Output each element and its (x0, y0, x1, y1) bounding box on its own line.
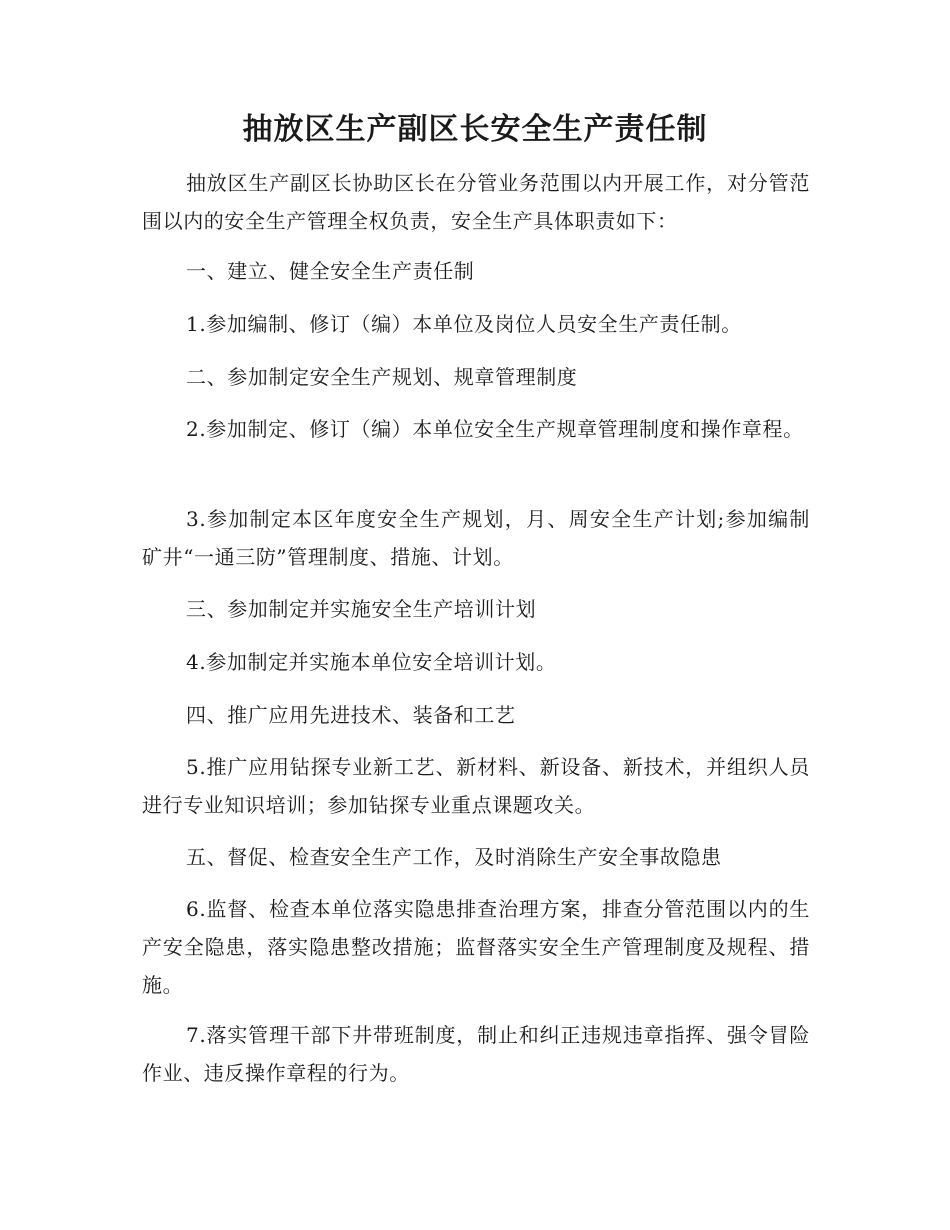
item-4: 4.参加制定并实施本单位安全培训计划。 (186, 650, 557, 674)
item-3: 3.参加制定本区年度安全生产规划，月、周安全生产计划;参加编制矿井“一通三防”管理制度、措施、计划。 (142, 507, 810, 569)
section-heading-4: 四、推广应用先进技术、装备和工艺 (186, 703, 516, 727)
document-title: 抽放区生产副区长安全生产责任制 (242, 112, 708, 147)
item-6: 6.监督、检查本单位落实隐患排查治理方案，排查分管范围以内的生产安全隐患，落实隐患整改措施；监督落实安全生产管理制度及规程、措施。 (142, 897, 810, 997)
section-heading-3: 三、参加制定并实施安全生产培训计划 (186, 597, 537, 621)
item-2: 2.参加制定、修订（编）本单位安全生产规章管理制度和操作章程。 (186, 417, 804, 441)
item-1: 1.参加编制、修订（编）本单位及岗位人员安全生产责任制。 (186, 312, 742, 336)
section-heading-5: 五、督促、检查安全生产工作，及时消除生产安全事故隐患 (186, 845, 722, 869)
section-heading-2: 二、参加制定安全生产规划、规章管理制度 (186, 365, 578, 389)
item-5: 5.推广应用钻探专业新工艺、新材料、新设备、新技术，并组织人员进行专业知识培训；参加钻探专业重点课题攻关。 (142, 755, 810, 817)
intro-paragraph: 抽放区生产副区长协助区长在分管业务范围以内开展工作，对分管范围以内的安全生产管理全权负责，安全生产具体职责如下： (142, 171, 810, 233)
section-heading-1: 一、建立、健全安全生产责任制 (186, 259, 475, 283)
item-7: 7.落实管理干部下井带班制度，制止和纠正违规违章指挥、强令冒险作业、违反操作章程的行为。 (142, 1023, 810, 1085)
